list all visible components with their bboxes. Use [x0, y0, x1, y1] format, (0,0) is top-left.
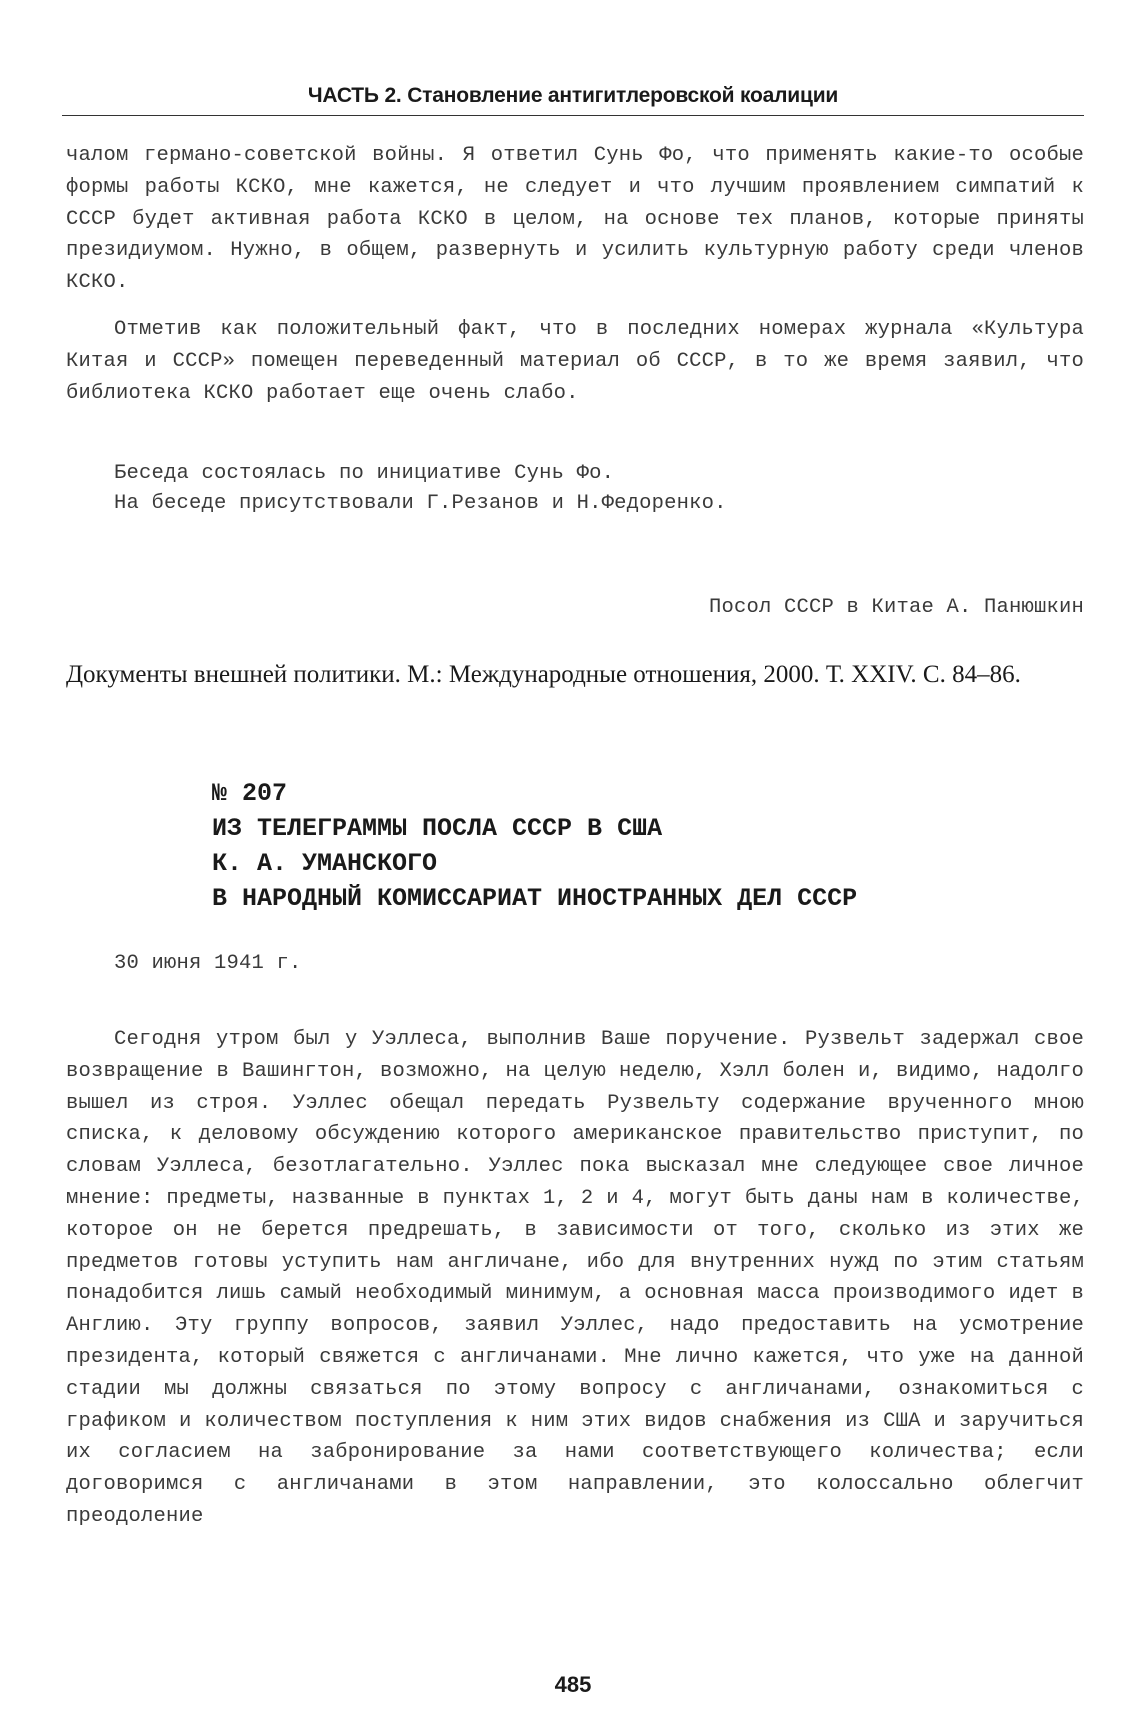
document-body: Сегодня утром был у Уэллеса, выполнив Ваше поручение. Рузвельт задержал свое возвращение в Вашингтон, возможно, на целую неделю, Хэлл болен и, видимо, надолго вышел из строя. Уэллес обещал передать Рузвельту содержание врученного мною списка, к деловому обсуждению которого американское правительство приступит, по словам Уэллеса, безотлагательно. Уэллес пока высказал мне следующее свое личное мнение: предметы, названные в пунктах 1, 2 и 4, могут быть даны нам в количестве, которое он не берется предрешать, в зависимости от того, сколько из этих же предметов готовы уступить нам англичане, ибо для внутренних нужд по этим статьям понадобится лишь самый необходимый минимум, а основная масса производимого идет в Англию. Эту группу вопросов, заявил Уэллес, надо предоставить на усмотрение президента, который свяжется с англичанами. Мне лично кажется, что уже на данной стадии мы должны связаться по этому вопросу с англичанами, ознакомиться с графиком и количеством поступления к ним этих видов снабжения из США и заручиться их согласием на забронирование за нами соответствующего количества; если договоримся с англичанами в этом направлении, это колоссально облегчит преодоление [66, 1028, 1084, 1528]
continuation-paragraph: Отметив как положительный факт, что в последних номерах журнала «Культура Китая и СССР» помещен переведенный материал об СССР, в то же время заявил, что библиотека КСКО работает еще очень слабо. [66, 318, 1084, 405]
attendees-note: На беседе присутствовали Г.Резанов и Н.Федоренко. [114, 492, 727, 515]
document-heading [212, 776, 857, 916]
document-title-line: ИЗ ТЕЛЕГРАММЫ ПОСЛА СССР В США [212, 814, 663, 843]
document-date: 30 июня 1941 г. [114, 952, 302, 975]
signature: Посол СССР в Китае А. Панюшкин [708, 596, 1084, 619]
running-header: ЧАСТЬ 2. Становление антигитлеровской коалиции [307, 84, 839, 107]
meeting-note: Беседа состоялась по инициативе Сунь Фо. [114, 462, 615, 485]
document-number: № 207 [212, 779, 288, 808]
continuation-paragraph: чалом германо-советской войны. Я ответил Сунь Фо, что применять какие-то особые формы работы КСКО, мне кажется, не следует и что лучшим проявлением симпатий к СССР будет активная работа КСКО в целом, на основе тех планов, которые приняты президиумом. Нужно, в общем, развернуть и усилить культурную работу среди членов КСКО. [66, 144, 1084, 295]
page-number: 485 [554, 1672, 592, 1697]
header-divider [62, 115, 1084, 116]
document-title-line: В НАРОДНЫЙ КОМИССАРИАТ ИНОСТРАННЫХ ДЕЛ СССР [212, 884, 858, 913]
document-title-line: К. А. УМАНСКОГО [212, 849, 438, 878]
source-citation: Документы внешней политики. М.: Международные отношения, 2000. Т. XXIV. С. 84–86. [66, 661, 1021, 688]
